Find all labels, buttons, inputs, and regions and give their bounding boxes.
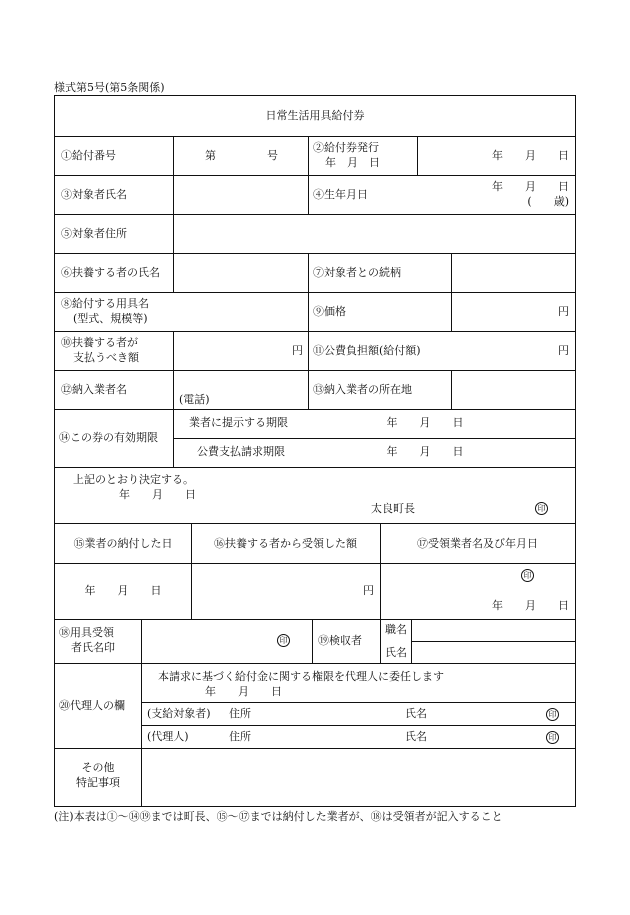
agent-section-label: ⑳代理人の欄 (59, 699, 125, 712)
supplier-seal: 印 (521, 568, 534, 582)
footnote: (注)本表は①～⑭⑲までは町長、⑮～⑰までは納付した業者が、⑱は受領者が記入すること (54, 810, 503, 823)
grant-number-label: ①給付番号 (61, 149, 116, 162)
recipient-seal: 印 (277, 633, 290, 647)
deadline-claim-label: 公費支払請求期限 (197, 445, 285, 458)
deadline-present-label: 業者に提示する期限 (189, 416, 288, 429)
validity-label: ⑭この券の有効期限 (59, 431, 158, 444)
supplier-name-label: ⑫納入業者名 (61, 383, 127, 396)
guardian-payment-yen: 円 (292, 344, 303, 357)
price-label: ⑨価格 (313, 305, 346, 318)
subject-address-label: ⑤対象者住所 (61, 227, 127, 240)
price-yen: 円 (558, 305, 569, 318)
supplier-receipt-date: 年 月 日 (492, 599, 569, 612)
mayor-title: 太良町長 (371, 502, 415, 515)
other-notes-sublabel: 特記事項 (76, 776, 120, 789)
issue-date-label: ②給付券発行 (313, 141, 379, 154)
decision-date: 年 月 日 (119, 488, 196, 501)
payment-voucher-form (54, 95, 576, 807)
supplier-phone-label: (電話) (179, 393, 210, 406)
receiving-supplier-header: ⑰受領業者名及び年月日 (417, 537, 538, 550)
inspector-name-label: 氏名 (385, 646, 407, 659)
received-amount-yen: 円 (363, 584, 374, 597)
grant-number-prefix: 第 (205, 149, 216, 162)
delivery-date-value: 年 月 日 (84, 584, 162, 597)
inspector-label: ⑲検収者 (318, 634, 362, 647)
decision-text: 上記のとおり決定する。 (73, 473, 194, 486)
mayor-seal: 印 (535, 501, 548, 515)
device-recipient-sublabel: 者氏名印 (71, 641, 115, 654)
guardian-payment-sublabel: 支払うべき額 (73, 351, 139, 364)
subject-seal: 印 (546, 707, 559, 721)
public-burden-yen: 円 (558, 344, 569, 357)
guardian-name-label: ⑥扶養する者の氏名 (61, 266, 160, 279)
deadline-claim-date: 年 月 日 (386, 445, 464, 458)
birth-date-value: 年 月 日 (492, 180, 569, 193)
age-value: ( 歳) (527, 195, 569, 208)
relation-label: ⑦対象者との続柄 (313, 266, 401, 279)
agent-name-label: 氏名 (405, 730, 427, 743)
device-recipient-label: ⑱用具受領 (59, 626, 114, 639)
device-name-label: ⑧給付する用具名 (61, 297, 149, 310)
grant-number-suffix: 号 (267, 149, 278, 162)
received-amount-header: ⑯扶養する者から受領した額 (214, 537, 357, 550)
agent-delegation-date: 年 月 日 (205, 685, 282, 698)
device-model-label: (型式、規模等) (73, 312, 148, 325)
inspector-post-label: 職名 (385, 623, 407, 636)
agent-address-label: 住所 (229, 730, 251, 743)
subject-name-label: ③対象者氏名 (61, 188, 127, 201)
agent-seal: 印 (546, 730, 559, 744)
delivery-date-header: ⑮業者の納付した日 (73, 537, 173, 550)
form-title: 日常生活用具給付券 (265, 109, 365, 122)
issue-date-value: 年 月 日 (492, 149, 569, 162)
subject-name-label-2: 氏名 (405, 707, 427, 720)
other-notes-label: その他 (81, 761, 115, 774)
public-burden-label: ⑪公費負担額(給付額) (313, 344, 421, 357)
deadline-present-date: 年 月 日 (386, 416, 464, 429)
subject-person-label: (支給対象者) (147, 707, 211, 720)
form-caption: 様式第5号(第5条関係) (54, 81, 165, 94)
supplier-address-label: ⑬納入業者の所在地 (313, 383, 412, 396)
agent-person-label: (代理人) (147, 730, 189, 743)
subject-address-label-2: 住所 (229, 707, 251, 720)
birth-date-label: ④生年月日 (313, 188, 368, 201)
issue-date-sublabel: 年 月 日 (325, 156, 380, 169)
agent-delegation-text: 本請求に基づく給付金に関する権限を代理人に委任します (158, 670, 444, 683)
guardian-payment-label: ⑩扶養する者が (61, 336, 138, 349)
